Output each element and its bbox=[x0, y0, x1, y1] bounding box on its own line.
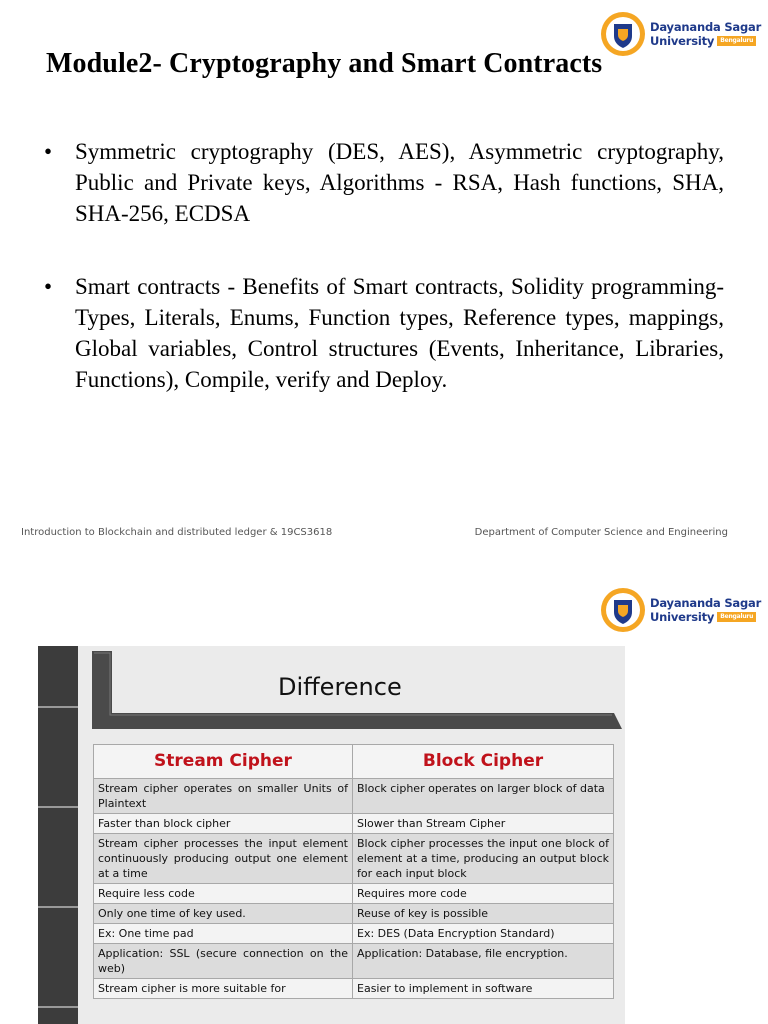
topic-bullet-cryptography: • Symmetric cryptography (DES, AES), Asymmetric cryptography, Public and Private keys, Algorithms - RSA, Hash functions, SHA, SHA-256, ECDSA bbox=[44, 136, 724, 229]
university-seal-icon bbox=[600, 587, 646, 633]
cipher-comparison-table bbox=[93, 744, 614, 999]
logo-name-line2: University bbox=[650, 34, 715, 48]
footer-course: Introduction to Blockchain and distributed ledger & 19CS3618 bbox=[21, 527, 333, 538]
table-cell: Ex: One time pad bbox=[94, 924, 353, 944]
column-header-stream-cipher: Stream Cipher bbox=[94, 745, 353, 779]
table-cell: Easier to implement in software bbox=[353, 979, 614, 999]
table-row bbox=[94, 944, 614, 979]
column-header-block-cipher: Block Cipher bbox=[353, 745, 614, 779]
table-header-row bbox=[94, 745, 614, 779]
logo-name-line1: Dayananda Sagar bbox=[650, 596, 762, 610]
table-cell: Block cipher operates on larger block of data bbox=[353, 779, 614, 814]
table-cell: Application: Database, file encryption. bbox=[353, 944, 614, 979]
left-dark-stripe bbox=[38, 646, 78, 1024]
table-row bbox=[94, 779, 614, 814]
university-seal-icon bbox=[600, 11, 646, 57]
table-cell: Ex: DES (Data Encryption Standard) bbox=[353, 924, 614, 944]
logo-city-badge: Bengaluru bbox=[717, 612, 756, 622]
logo-name-line1: Dayananda Sagar bbox=[650, 20, 762, 34]
difference-heading: Difference bbox=[278, 673, 402, 701]
university-logo bbox=[600, 11, 761, 57]
stripe-notch bbox=[38, 806, 78, 808]
table-cell: Only one time of key used. bbox=[94, 904, 353, 924]
table-row bbox=[94, 834, 614, 884]
logo-city-badge: Bengaluru bbox=[717, 36, 756, 46]
table-cell: Block cipher processes the input one block of element at a time, producing an output block for each input block bbox=[353, 834, 614, 884]
footer-department: Department of Computer Science and Engineering bbox=[474, 527, 728, 538]
table-row bbox=[94, 884, 614, 904]
university-logo bbox=[600, 587, 761, 633]
table-row bbox=[94, 904, 614, 924]
table-row bbox=[94, 924, 614, 944]
table-row bbox=[94, 979, 614, 999]
table-cell: Application: SSL (secure connection on the web) bbox=[94, 944, 353, 979]
slide-difference bbox=[0, 570, 768, 1024]
comparison-image-panel bbox=[38, 646, 625, 1024]
stripe-notch bbox=[38, 906, 78, 908]
topic-list bbox=[44, 136, 724, 437]
logo-name-line2: University bbox=[650, 610, 715, 624]
table-cell: Slower than Stream Cipher bbox=[353, 814, 614, 834]
table-cell: Reuse of key is possible bbox=[353, 904, 614, 924]
table-cell: Requires more code bbox=[353, 884, 614, 904]
stripe-notch bbox=[38, 1006, 78, 1008]
table-cell: Stream cipher processes the input element continuously producing output one element at a time bbox=[94, 834, 353, 884]
table-cell: Faster than block cipher bbox=[94, 814, 353, 834]
slide-title: Module2- Cryptography and Smart Contracts bbox=[46, 48, 603, 79]
table-row bbox=[94, 814, 614, 834]
topic-bullet-smart-contracts: • Smart contracts - Benefits of Smart contracts, Solidity programming-Types, Literals, Enums, Function types, Reference types, mappings, Global variables, Control structures (Events, Inheritance, Libraries, Functions), Compile, verify and Deploy. bbox=[44, 271, 724, 395]
table-cell: Require less code bbox=[94, 884, 353, 904]
stripe-notch bbox=[38, 706, 78, 708]
table-cell: Stream cipher operates on smaller Units of Plaintext bbox=[94, 779, 353, 814]
table-cell: Stream cipher is more suitable for bbox=[94, 979, 353, 999]
